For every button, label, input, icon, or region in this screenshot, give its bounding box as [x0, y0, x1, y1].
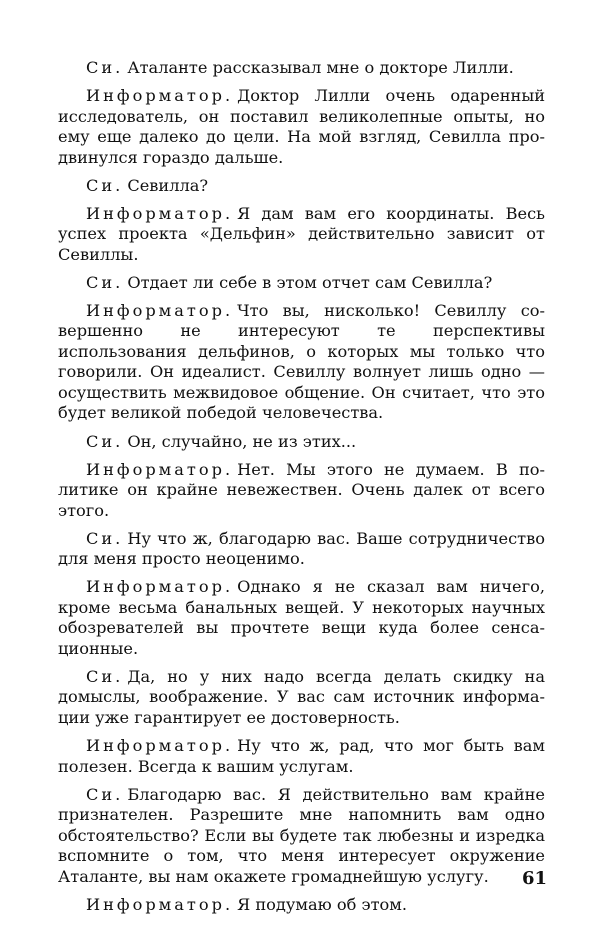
speaker-name: Информатор.	[86, 577, 234, 597]
paragraph-5	[58, 273, 545, 294]
paragraph-2	[58, 86, 545, 168]
paragraph-text: Я дам вам его координаты. Весь успех проекта «Дельфин» действительно зависит от Севиллы.	[58, 203, 545, 264]
paragraph-14	[58, 895, 545, 916]
speaker-name: Си.	[86, 272, 124, 292]
paragraph-10	[58, 577, 545, 659]
paragraph-text: Доктор Лилли очень одаренный исследователь, он поставил великолепные опыты, но ему еще далеко до цели. На мой взгляд, Севилла продвинулся гораздо дальше.	[58, 86, 545, 167]
paragraph-text: Благодарю вас. Я действительно вам крайне признателен. Разрешите мне напомнить вам одно обстоятельство? Если вы будете так любезны и изредка вспомните о том, что меня интересует окружение Аталанте, вы нам окажете громаднейшую услугу.	[58, 784, 545, 886]
speaker-name: Си.	[86, 784, 124, 804]
speaker-name: Си.	[86, 666, 124, 686]
paragraph-4	[58, 204, 545, 266]
paragraph-9	[58, 529, 545, 570]
paragraph-7	[58, 432, 545, 453]
paragraph-text: Аталанте рассказывал мне о докторе Лилли.	[127, 58, 514, 77]
speaker-name: Си.	[86, 431, 124, 451]
paragraph-3	[58, 176, 545, 197]
paragraph-13	[58, 785, 545, 888]
speaker-name: Информатор.	[86, 86, 234, 106]
paragraph-text: Ну что ж, рад, что мог быть вам полезен. Всегда к вашим услугам.	[58, 736, 545, 776]
paragraph-text: Ну что ж, благодарю вас. Ваше сотрудничество для меня просто неоценимо.	[58, 528, 545, 569]
page-number: 61	[522, 868, 548, 889]
paragraph-text: Он, случайно, не из этих...	[127, 431, 357, 451]
paragraph-text: Я подумаю об этом.	[237, 894, 408, 914]
paragraph-1	[58, 58, 545, 79]
speaker-name: Информатор.	[86, 459, 234, 479]
paragraph-text: Нет. Мы этого не думаем. В политике он крайне невежествен. Очень далек от всего этого.	[58, 459, 545, 520]
speaker-name: Си.	[86, 175, 124, 195]
dialogue-text	[58, 58, 545, 923]
paragraph-text: Севилла?	[127, 175, 209, 195]
speaker-name: Информатор.	[86, 300, 234, 320]
paragraph-text: Да, но у них надо всегда делать скидку на домыслы, воображение. У вас сам источник информации уже гарантирует ее достоверность.	[58, 666, 545, 727]
paragraph-8	[58, 460, 545, 522]
paragraph-6	[58, 301, 545, 424]
speaker-name: Информатор.	[86, 894, 234, 914]
speaker-name: Информатор.	[86, 736, 234, 756]
speaker-name: Си.	[86, 58, 124, 77]
speaker-name: Информатор.	[86, 203, 234, 223]
paragraph-11	[58, 667, 545, 729]
speaker-name: Си.	[86, 528, 124, 548]
paragraph-text: Однако я не сказал вам ничего, кроме весьма банальных вещей. У некоторых научных обозревателей вы прочтете вещи куда более сенсационные.	[58, 577, 545, 658]
paragraph-text: Что вы, нисколько! Севиллу совершенно не интересуют те перспективы использования дельфинов, о которых мы только что говорили. Он идеалист. Севиллу волнует лишь одно — осуществить межвидовое общение. Он считает, что это будет великой победой человечества.	[58, 300, 545, 423]
paragraph-text: Отдает ли себе в этом отчет сам Севилла?	[127, 272, 493, 292]
paragraph-12	[58, 736, 545, 777]
